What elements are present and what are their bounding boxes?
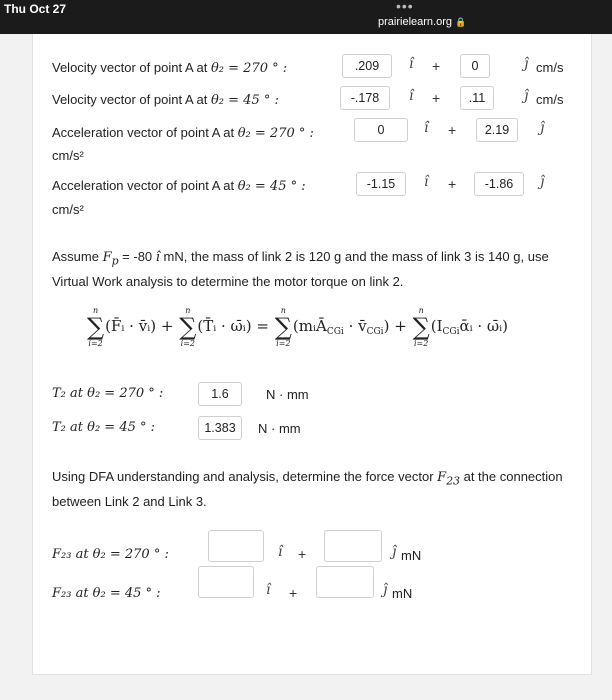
force-45-j-input[interactable] xyxy=(316,566,374,598)
velocity-270-label: Velocity vector of point A at θ₂ = 270 ° : xyxy=(52,60,288,76)
url-bar[interactable] xyxy=(378,16,466,28)
velocity-270-i-input[interactable]: .209 xyxy=(342,54,392,78)
accel-270-label: Acceleration vector of point A at θ₂ = 270 ° : xyxy=(52,125,314,141)
i-hat-label: î xyxy=(409,56,414,72)
dfa-statement: Using DFA understanding and analysis, determine the force vector $F_{23}$ at the connection between Link 2 and Link 3. xyxy=(52,469,563,509)
status-bar xyxy=(0,0,612,34)
force-45-label: F₂₃ at θ₂ = 45 ° : xyxy=(52,586,161,601)
sum-symbol: n ∑ i=2 xyxy=(274,306,292,348)
i-hat-label: î xyxy=(424,120,429,136)
virtual-work-equation: n ∑ i=2 (F̄ᵢ · v̄ᵢ) + n ∑ i=2 (T̄ᵢ · ω̄ᵢ) = n ∑ i=2 (mᵢĀ$_{CGi}$ · $v̄_{CGi}$) + n ∑ i=2 ($I_{CGi}ᾱᵢ$ · ω̄ᵢ) xyxy=(87,306,509,348)
force-270-unit: mN xyxy=(401,548,422,563)
url-text: prairielearn.org xyxy=(378,16,452,28)
velocity-45-unit: cm/s xyxy=(536,92,564,107)
i-hat-label: î xyxy=(409,88,414,104)
sum-symbol: n ∑ i=2 xyxy=(87,306,105,348)
accel-45-unit: cm/s² xyxy=(52,202,84,217)
accel-45-i-input[interactable]: -1.15 xyxy=(356,172,406,196)
velocity-45-label: Velocity vector of point A at θ₂ = 45 ° : xyxy=(52,92,279,108)
plus-sign: + xyxy=(432,90,441,106)
j-hat-label: ĵ xyxy=(540,120,545,136)
velocity-270-j-input[interactable]: 0 xyxy=(460,54,490,78)
plus-sign: + xyxy=(448,176,457,192)
j-hat-label: ĵ xyxy=(383,582,388,598)
j-hat-label: ĵ xyxy=(524,56,529,72)
torque-270-input[interactable]: 1.6 xyxy=(198,382,242,406)
accel-270-unit: cm/s² xyxy=(52,148,84,163)
accel-270-i-input[interactable]: 0 xyxy=(354,118,408,142)
clock: Thu Oct 27 xyxy=(4,2,67,16)
i-hat-label: î xyxy=(424,174,429,190)
torque-270-unit: N · mm xyxy=(266,387,309,402)
plus-sign: + xyxy=(289,585,298,601)
sum-symbol: n ∑ i=2 xyxy=(179,306,197,348)
i-hat-label: î xyxy=(266,582,271,598)
i-hat-label: î xyxy=(278,544,283,560)
accel-270-j-input[interactable]: 2.19 xyxy=(476,118,518,142)
torque-45-input[interactable]: 1.383 xyxy=(198,416,242,440)
j-hat-label: ĵ xyxy=(540,174,545,190)
velocity-45-i-input[interactable]: -.178 xyxy=(340,86,390,110)
plus-sign: + xyxy=(432,58,441,74)
plus-sign: + xyxy=(448,122,457,138)
torque-270-label: T₂ at θ₂ = 270 ° : xyxy=(52,386,164,401)
velocity-270-unit: cm/s xyxy=(536,60,564,75)
j-hat-label: ĵ xyxy=(392,544,397,560)
force-270-j-input[interactable] xyxy=(324,530,382,562)
problem-statement: Assume $F_p = -80$ î mN, the mass of link 2 is 120 g and the mass of link 3 is 140 g, use Virtual Work analysis to determine the motor torque on link 2. xyxy=(52,249,549,289)
force-270-label: F₂₃ at θ₂ = 270 ° : xyxy=(52,547,169,562)
torque-45-label: T₂ at θ₂ = 45 ° : xyxy=(52,420,156,435)
plus-sign: + xyxy=(298,546,307,562)
velocity-45-j-input[interactable]: .11 xyxy=(460,86,494,110)
torque-45-unit: N · mm xyxy=(258,421,301,436)
accel-45-j-input[interactable]: -1.86 xyxy=(474,172,524,196)
force-45-i-input[interactable] xyxy=(198,566,254,598)
accel-45-label: Acceleration vector of point A at θ₂ = 45 ° : xyxy=(52,178,306,194)
more-dots-icon[interactable]: ••• xyxy=(396,0,414,14)
force-45-unit: mN xyxy=(392,586,413,601)
lock-icon: 🔒 xyxy=(455,17,467,27)
sum-symbol: n ∑ i=2 xyxy=(412,306,430,348)
force-270-i-input[interactable] xyxy=(208,530,264,562)
j-hat-label: ĵ xyxy=(524,88,529,104)
